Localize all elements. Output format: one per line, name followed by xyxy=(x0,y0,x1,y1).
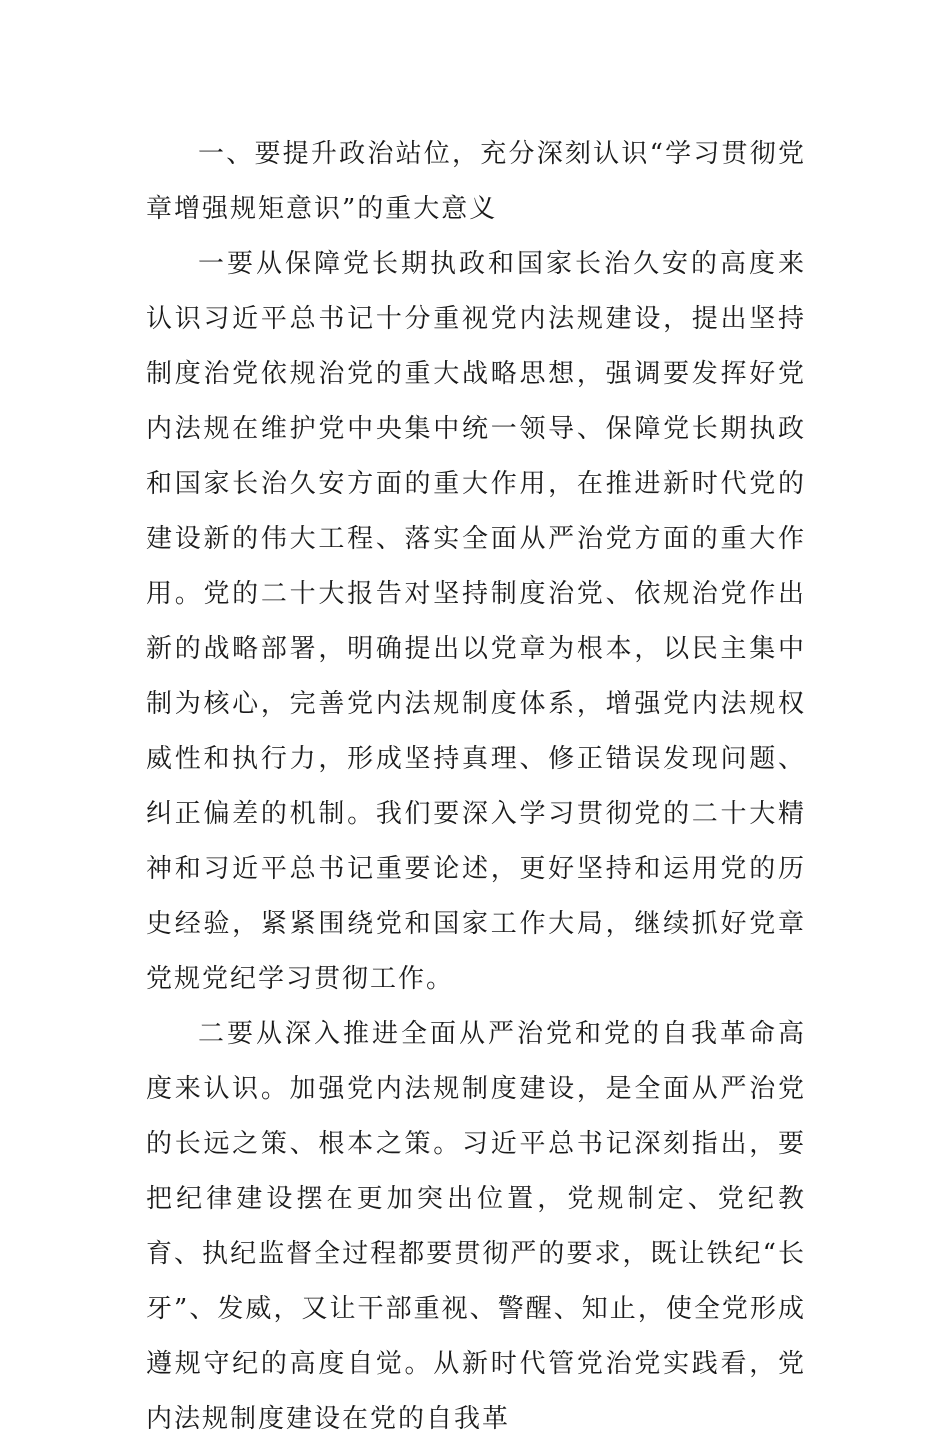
paragraph: 二要从深入推进全面从严治党和党的自我革命高度来认识。加强党内法规制度建设，是全面从严治党的长远之策、根本之策。习近平总书记深刻指出，要把纪律建设摆在更加突出位置，党规制定、党纪教育、执纪监督全过程都要贯彻严的要求，既让铁纪“长牙”、发威，又让干部重视、警醒、知止，使全党形成遵规守纪的高度自觉。从新时代管党治党实践看，党内法规制度建设在党的自我革 xyxy=(146,1019,806,1434)
paragraph: 一要从保障党长期执政和国家长治久安的高度来认识习近平总书记十分重视党内法规建设，提出坚持制度治党依规治党的重大战略思想，强调要发挥好党内法规在维护党中央集中统一领导、保障党长期执政和国家长治久安方面的重大作用，在推进新时代党的建设新的伟大工程、落实全面从严治党方面的重大作用。党的二十大报告对坚持制度治党、依规治党作出新的战略部署，明确提出以党章为根本，以民主集中制为核心，完善党内法规制度体系，增强党内法规权威性和执行力，形成坚持真理、修正错误发现问题、纠正偏差的机制。我们要深入学习贯彻党的二十大精神和习近平总书记重要论述，更好坚持和运用党的历史经验，紧紧围绕党和国家工作大局，继续抓好党章党规党纪学习贯彻工作。 xyxy=(146,249,806,994)
section-heading: 一、要提升政治站位，充分深刻认识“学习贯彻党章增强规矩意识”的重大意义 xyxy=(146,139,806,224)
document-body xyxy=(146,127,806,1447)
